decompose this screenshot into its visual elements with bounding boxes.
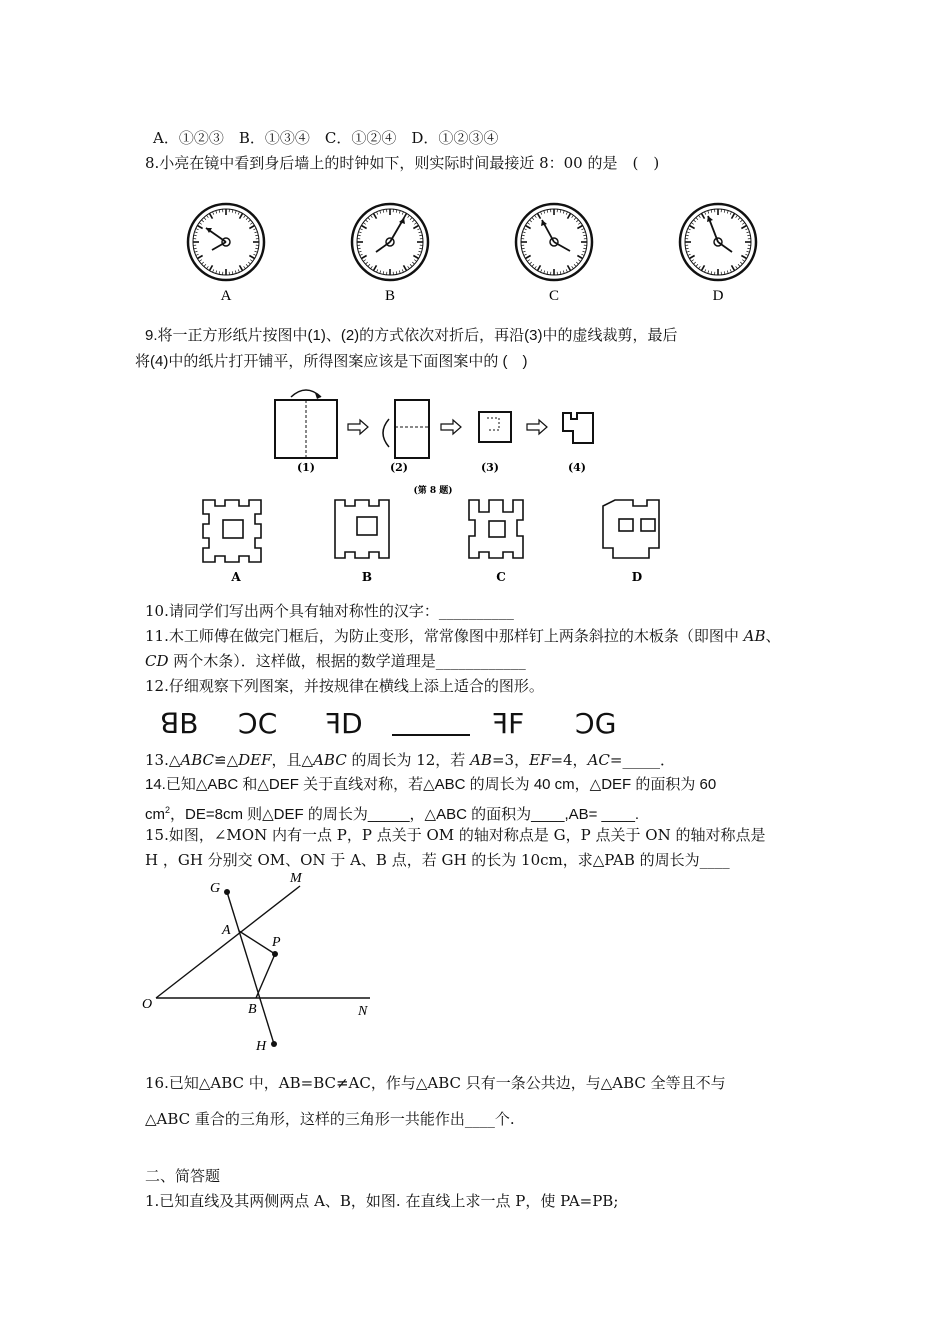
q12-text: 12.仔细观察下列图案，并按规律在横线上添上适合的图形。 — [145, 677, 544, 695]
clock-tick — [541, 269, 542, 272]
clock-tick — [572, 215, 574, 217]
pattern-3: ꟻD — [325, 707, 363, 740]
clock-tick — [688, 254, 691, 255]
clock-tick — [547, 210, 548, 213]
clock-tick — [404, 213, 407, 218]
clock-tick — [359, 251, 362, 252]
clock-tick — [240, 213, 243, 218]
clock-tick — [702, 213, 705, 218]
clock-tick — [410, 264, 412, 266]
step-label-3: (3) — [480, 461, 500, 474]
clock-tick — [524, 229, 527, 230]
clock-tick — [380, 271, 381, 274]
clock-tick — [371, 266, 373, 268]
clock-tick — [691, 223, 693, 225]
clock-tick — [240, 265, 243, 270]
clock-tick — [248, 262, 250, 264]
clock-tick — [253, 254, 256, 255]
clock-tick — [396, 271, 397, 274]
clock-tick — [523, 251, 526, 252]
clock-tick — [246, 217, 248, 219]
clock-tick — [527, 223, 529, 225]
clock-tick — [572, 266, 574, 268]
clock-tick — [529, 262, 531, 264]
clock-tick — [532, 264, 534, 266]
clock-tick — [363, 260, 365, 262]
q14-line2: $cm^2$，DE=8cm 则△DEF 的周长为_____，△ABC 的面积为____,AB= ____. — [145, 805, 640, 823]
clock-tick — [702, 265, 705, 270]
angle-mon-figure — [130, 868, 390, 1058]
clock-tick — [396, 210, 397, 213]
clock-tick — [577, 226, 582, 229]
clock-tick — [216, 211, 217, 214]
clock-tick — [687, 251, 690, 252]
q9-line2: 将(4)中的纸片打开铺平，所得图案应该是下面图案中的 ( ) — [135, 353, 528, 370]
clock-tick — [747, 232, 750, 233]
clock-tick — [705, 212, 706, 215]
clock-tick — [522, 248, 525, 249]
clock-tick — [204, 264, 206, 266]
clock-tick — [380, 211, 381, 214]
clock-d — [680, 204, 756, 280]
point-o: O — [142, 997, 153, 1012]
clock-tick — [419, 235, 422, 236]
clock-tick — [724, 271, 725, 274]
clock-tick — [417, 229, 420, 230]
clock-tick — [413, 256, 418, 259]
clock-tick — [194, 235, 197, 236]
clock-tick — [419, 251, 422, 252]
clock-tick — [583, 248, 586, 249]
clock-tick — [705, 269, 706, 272]
clock-tick — [377, 269, 378, 272]
clock-tick — [232, 210, 233, 213]
clock-tick — [708, 211, 709, 214]
clock-tick — [738, 217, 740, 219]
clock-tick — [576, 262, 578, 264]
point-p: P — [272, 935, 281, 950]
clock-tick — [727, 271, 728, 274]
clock-tick — [711, 210, 712, 213]
clock-tick — [583, 232, 586, 233]
q13-text: 13.△ABC≌△DEF，且△ABC 的周长为 12，若 AB=3，EF=4，AC=_____． — [145, 751, 675, 769]
clock-tick — [708, 271, 709, 274]
q15-line1: 15.如图，∠MON 内有一点 P，P 点关于 OM 的轴对称点是 G，P 点关于 ON 的轴对称点是 — [145, 826, 766, 844]
clock-tick — [196, 254, 199, 255]
point-n: N — [358, 1004, 368, 1019]
clock-tick — [358, 248, 361, 249]
clock-tick — [525, 226, 530, 229]
point-m: M — [290, 871, 302, 886]
clock-tick — [250, 223, 252, 225]
clock-tick — [377, 212, 378, 215]
clock-tick — [523, 232, 526, 233]
clock-tick — [568, 213, 571, 218]
clock-tick — [732, 265, 735, 270]
clock-tick — [238, 269, 239, 272]
clock-tick — [738, 264, 740, 266]
clock-tick — [201, 220, 203, 222]
clock-tick — [249, 226, 254, 229]
clock-tick — [399, 271, 400, 274]
clock-tick — [399, 211, 400, 214]
clock-tick — [693, 262, 695, 264]
clock-tick — [747, 235, 750, 236]
clock-tick — [560, 271, 561, 274]
clock-tick — [207, 215, 209, 217]
clock-tick — [568, 265, 571, 270]
clock-tick — [199, 223, 201, 225]
clock-tick — [359, 232, 362, 233]
clock-tick — [207, 266, 209, 268]
clock-tick — [730, 269, 731, 272]
clock-tick — [244, 215, 246, 217]
clock-tick — [563, 271, 564, 274]
clock-tick — [358, 235, 361, 236]
q10-text: 10.请同学们写出两个具有轴对称性的汉字：__________ — [145, 602, 514, 620]
clock-tick — [736, 266, 738, 268]
pattern-blank — [392, 734, 470, 736]
figure-caption: (第 8 题) — [413, 486, 453, 496]
clock-tick — [583, 235, 586, 236]
clock-tick — [535, 215, 537, 217]
clock-tick — [213, 212, 214, 215]
clock-tick — [745, 229, 748, 230]
clock-tick — [693, 220, 695, 222]
clock-tick — [578, 223, 580, 225]
clock-tick — [747, 251, 750, 252]
clock-tick — [581, 229, 584, 230]
symbol-pattern-row — [160, 706, 680, 742]
clock-tick — [232, 271, 233, 274]
clock-tick — [255, 251, 258, 252]
clock-tick — [360, 254, 363, 255]
clock-tick — [195, 251, 198, 252]
clock-tick — [574, 217, 576, 219]
clock-tick — [541, 212, 542, 215]
pattern-1: ꓭB — [160, 707, 199, 740]
clock-tick — [219, 210, 220, 213]
clock-tick — [736, 215, 738, 217]
clock-tick — [745, 254, 748, 255]
clock-tick — [404, 265, 407, 270]
option-label-b: B — [361, 570, 373, 584]
clock-tick — [408, 266, 410, 268]
clock-tick — [414, 223, 416, 225]
clock-tick — [532, 217, 534, 219]
clock-tick — [374, 213, 377, 218]
clock-label-b: B — [384, 288, 396, 304]
clock-tick — [255, 248, 258, 249]
folding-steps-figure — [265, 385, 615, 500]
clock-tick — [547, 271, 548, 274]
step-label-2: (2) — [389, 461, 409, 474]
clock-tick — [235, 211, 236, 214]
q11-line2: CD 两个木条）．这样做，根据的数学道理是____________ — [145, 652, 526, 670]
clock-figures — [170, 190, 790, 310]
clock-tick — [688, 229, 691, 230]
clock-tick — [566, 269, 567, 272]
q7-options: A．①②③ B．①③④ C．①②④ D．①②③④ — [153, 129, 499, 147]
clock-tick — [368, 264, 370, 266]
clock-tick — [383, 271, 384, 274]
clock-tick — [527, 260, 529, 262]
clock-tick — [419, 248, 422, 249]
clock-tick — [408, 215, 410, 217]
clock-tick — [365, 262, 367, 264]
clock-tick — [689, 256, 694, 259]
clock-tick — [253, 229, 256, 230]
clock-tick — [699, 266, 701, 268]
q16-line1: 16.已知△ABC 中，AB=BC≠AC，作与△ABC 只有一条公共边，与△ABC 全等且不与 — [145, 1074, 726, 1092]
clock-tick — [417, 254, 420, 255]
clock-label-c: C — [548, 288, 560, 304]
clock-tick — [699, 215, 701, 217]
point-a: A — [222, 923, 231, 938]
clock-tick — [194, 248, 197, 249]
option-label-a: A — [231, 570, 241, 584]
clock-label-a: A — [220, 288, 232, 304]
clock-tick — [524, 254, 527, 255]
point-h: H — [256, 1039, 267, 1054]
clock-tick — [412, 262, 414, 264]
clock-tick — [383, 210, 384, 213]
clock-tick — [250, 260, 252, 262]
clock-tick — [696, 217, 698, 219]
q15-line2: H ，GH 分别交 OM、ON 于 A、B 点，若 GH 的长为 10cm，求△PAB 的周长为____ — [145, 851, 730, 869]
pattern-6: ƆG — [575, 707, 617, 740]
clock-tick — [210, 213, 213, 218]
clock-tick — [544, 271, 545, 274]
clock-tick — [361, 226, 366, 229]
clock-tick — [732, 213, 735, 218]
clock-tick — [730, 212, 731, 215]
q16-line2: △ABC 重合的三角形，这样的三角形一共能作出____个. — [145, 1110, 515, 1128]
step-label-4: (4) — [567, 461, 587, 474]
point-g: G — [210, 881, 221, 896]
q11-line1: 11.木工师傅在做完门框后，为防止变形，常常像图中那样钉上两条斜拉的木板条（即图中 AB、 — [145, 627, 781, 645]
pattern-2: ↃC — [238, 707, 278, 740]
clock-tick — [402, 269, 403, 272]
clock-tick — [410, 217, 412, 219]
clock-tick — [213, 269, 214, 272]
clock-tick — [255, 232, 258, 233]
point-b: B — [248, 1002, 257, 1017]
option-label-c: C — [496, 570, 506, 584]
clock-tick — [563, 211, 564, 214]
clock-tick — [535, 266, 537, 268]
clock-tick — [414, 260, 416, 262]
clock-tick — [747, 248, 750, 249]
q9-line1: 9.将一正方形纸片按图中(1)、(2)的方式依次对折后，再沿(3)中的虚线裁剪，最后 — [145, 327, 678, 344]
clock-tick — [740, 262, 742, 264]
clock-tick — [583, 251, 586, 252]
clock-tick — [238, 212, 239, 215]
clock-tick — [742, 260, 744, 262]
clock-tick — [195, 232, 198, 233]
clock-tick — [538, 213, 541, 218]
clock-tick — [566, 212, 567, 215]
clock-tick — [522, 235, 525, 236]
clock-tick — [574, 264, 576, 266]
clock-tick — [365, 220, 367, 222]
clock-tick — [538, 265, 541, 270]
clock-tick — [560, 210, 561, 213]
clock-tick — [368, 217, 370, 219]
clock-label-d: D — [712, 288, 724, 304]
clock-tick — [576, 220, 578, 222]
clock-tick — [577, 256, 582, 259]
clock-tick — [686, 248, 689, 249]
clock-tick — [711, 271, 712, 274]
clock-tick — [727, 211, 728, 214]
clock-tick — [363, 223, 365, 225]
clock-tick — [689, 226, 694, 229]
section-heading: 二、简答题 — [145, 1167, 221, 1185]
section2-q1: 1.已知直线及其两侧两点 A、B，如图. 在直线上求一点 P，使 PA=PB; — [145, 1192, 619, 1210]
unfold-options-figure — [195, 495, 675, 590]
clock-tick — [742, 223, 744, 225]
clock-tick — [741, 256, 746, 259]
clock-tick — [249, 256, 254, 259]
clock-tick — [204, 217, 206, 219]
clock-tick — [216, 271, 217, 274]
clock-tick — [201, 262, 203, 264]
clock-tick — [413, 226, 418, 229]
clock-tick — [196, 229, 199, 230]
pattern-5: ꟻF — [492, 707, 525, 740]
clock-tick — [581, 254, 584, 255]
clock-tick — [696, 264, 698, 266]
clock-c — [516, 204, 592, 280]
step-label-1: (1) — [296, 461, 316, 474]
clock-tick — [360, 229, 363, 230]
clock-tick — [578, 260, 580, 262]
clock-tick — [724, 210, 725, 213]
clock-tick — [246, 264, 248, 266]
clock-tick — [740, 220, 742, 222]
clock-a — [188, 204, 264, 280]
clock-tick — [219, 271, 220, 274]
option-label-d: D — [631, 570, 643, 584]
clock-b — [352, 204, 428, 280]
clock-tick — [199, 260, 201, 262]
clock-tick — [687, 232, 690, 233]
clock-tick — [197, 256, 202, 259]
clock-tick — [361, 256, 366, 259]
clock-tick — [248, 220, 250, 222]
clock-tick — [402, 212, 403, 215]
clock-tick — [210, 265, 213, 270]
clock-tick — [412, 220, 414, 222]
clock-tick — [529, 220, 531, 222]
q8-text: 8.小亮在镜中看到身后墙上的时钟如下，则实际时间最接近 8：00 的是 ( ) — [145, 154, 660, 172]
clock-tick — [691, 260, 693, 262]
clock-tick — [197, 226, 202, 229]
clock-tick — [235, 271, 236, 274]
q14-line1: 14.已知△ABC 和△DEF 关于直线对称，若△ABC 的周长为 40 cm，△DEF 的面积为 60 — [145, 776, 717, 793]
clock-tick — [244, 266, 246, 268]
clock-tick — [525, 256, 530, 259]
clock-tick — [686, 235, 689, 236]
clock-tick — [374, 265, 377, 270]
clock-tick — [741, 226, 746, 229]
clock-tick — [255, 235, 258, 236]
clock-tick — [544, 211, 545, 214]
clock-tick — [371, 215, 373, 217]
clock-tick — [419, 232, 422, 233]
